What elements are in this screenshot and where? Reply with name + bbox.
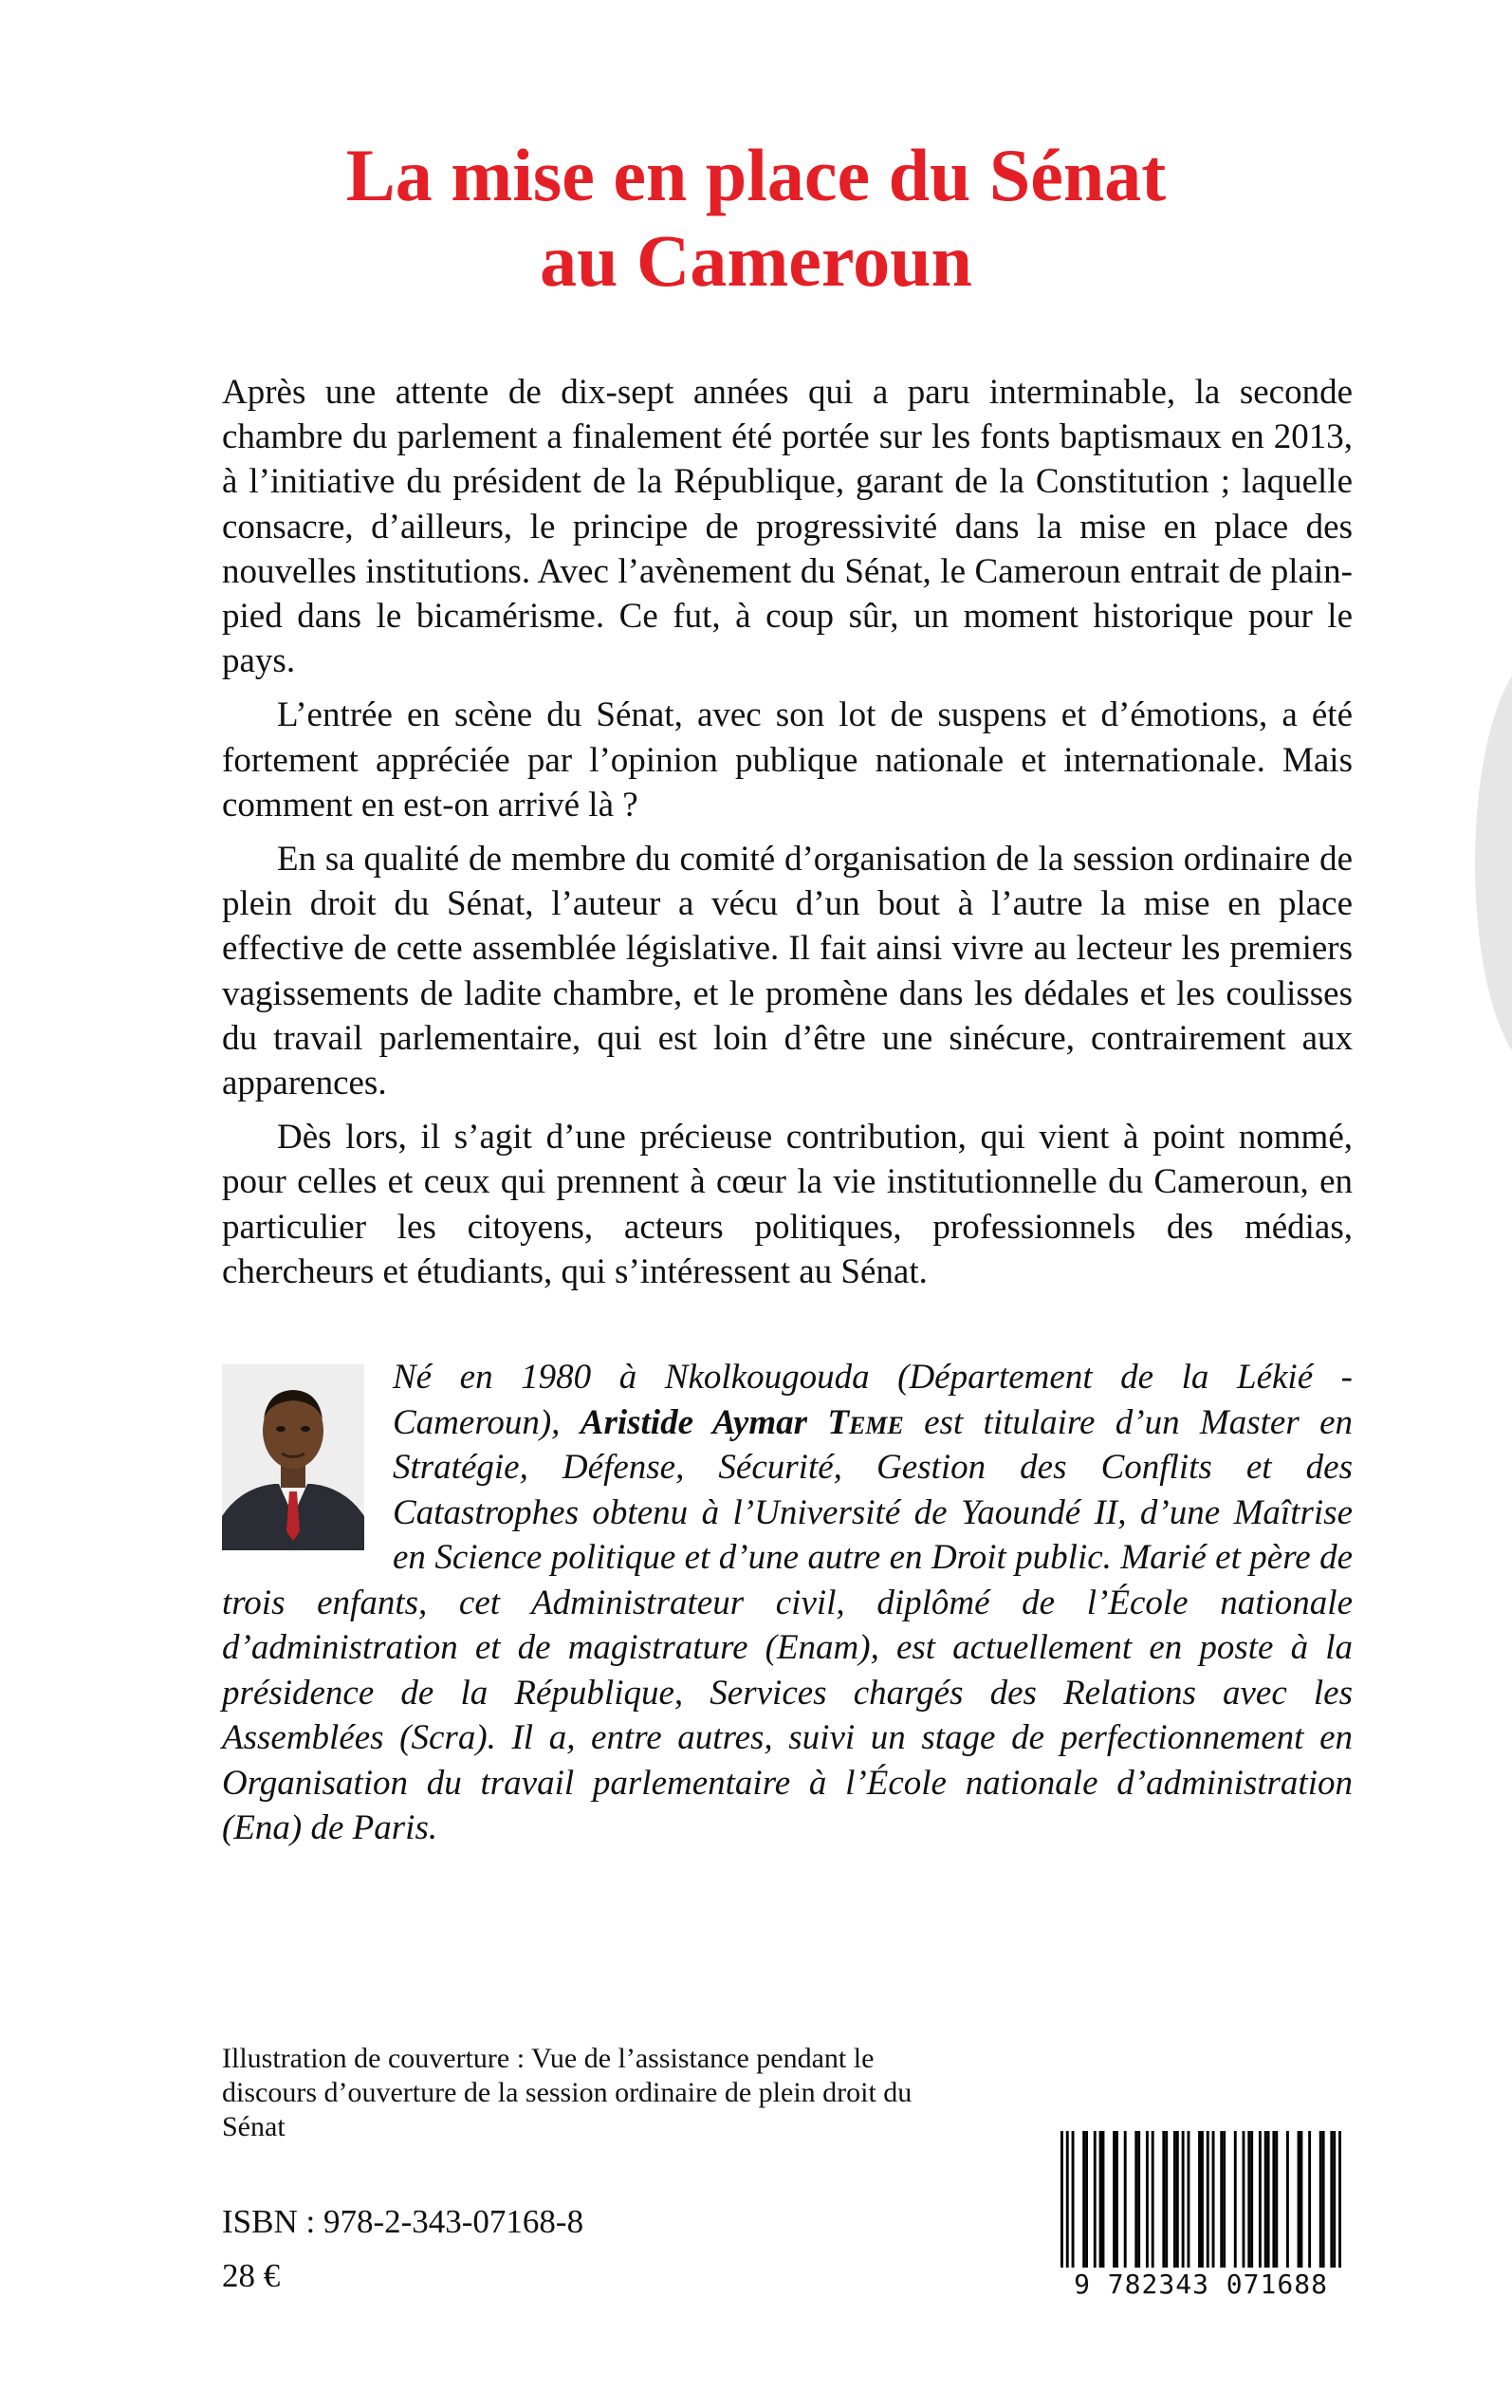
book-title	[0, 133, 1512, 304]
barcode-bar	[1124, 2131, 1127, 2268]
barcode-bar	[1267, 2131, 1270, 2268]
author-photo	[222, 1364, 364, 1550]
barcode-bar	[1300, 2131, 1302, 2268]
author-bio-intro: Né en 1980 à Nkolkougouda (Département de la Lékié - Cameroun),	[393, 1358, 1353, 1442]
barcode-bar	[1223, 2131, 1226, 2268]
author-bio	[222, 1355, 1353, 1851]
barcode-bar	[1330, 2131, 1333, 2268]
barcode-bar	[1298, 2131, 1300, 2268]
barcode-bar	[1234, 2131, 1237, 2268]
book-title-line-1: La mise en place du Sénat	[345, 134, 1167, 216]
barcode-bar	[1308, 2131, 1311, 2268]
blurb-paragraph-3: En sa qualité de membre du comité d’organisation de la session ordinaire de plein droit du Sénat, l’auteur a vécu d’un bout à l’autre la mise en place effective de cette assemblée législative. Il fait ainsi vivre au lecteur les premiers vagissements de ladite chambre, et le promène dans les dédales et les coulisses du travail parlementaire, qui est loin d’être une sinécure, contrairement aux apparences.	[222, 840, 1353, 1103]
barcode-bar	[1082, 2131, 1085, 2268]
barcode-bar	[1259, 2131, 1262, 2268]
barcode-bar	[1094, 2131, 1097, 2268]
barcode-digits: 9 782343 071688	[1053, 2268, 1349, 2302]
barcode-bar	[1319, 2131, 1322, 2268]
barcode-bar	[1072, 2131, 1075, 2268]
barcode-bar	[1275, 2131, 1278, 2268]
barcode-bar	[1182, 2131, 1185, 2268]
price: 28 €	[222, 2257, 281, 2294]
barcode-bar	[1250, 2131, 1253, 2268]
blurb-paragraph-2: L’entrée en scène du Sénat, avec son lot de suspens et d’émotions, a été fortement appréciée par l’opinion publique nationale et internationale. Mais comment en est-on arrivé là ?	[222, 695, 1353, 824]
barcode-bar	[1176, 2131, 1179, 2268]
barcode-bar	[1243, 2131, 1245, 2268]
barcode-bar	[1220, 2131, 1223, 2268]
barcode-bar	[1272, 2131, 1275, 2268]
blurb-paragraph-4: Dès lors, il s’agit d’une précieuse contribution, qui vient à point nommé, pour celles et ceux qui prennent à cœur la vie institutionnelle du Cameroun, en particulier les citoyens, acteurs politiques, professionnels des médias, chercheurs et étudiants, qui s’intéressent au Sénat.	[222, 1118, 1353, 1291]
barcode-bar	[1187, 2131, 1189, 2268]
barcode-bar	[1085, 2131, 1088, 2268]
decorative-arc	[1475, 655, 1512, 1072]
barcode-bar	[1116, 2131, 1118, 2268]
barcode-bar	[1165, 2131, 1168, 2268]
barcode-bar	[1264, 2131, 1267, 2268]
author-surname: Teme	[827, 1402, 904, 1442]
barcode-bar	[1146, 2131, 1149, 2268]
barcode-bar	[1322, 2131, 1325, 2268]
barcode-bar	[1212, 2131, 1215, 2268]
barcode-bar	[1286, 2131, 1289, 2268]
barcode-bar	[1099, 2131, 1102, 2268]
barcode-bar	[1134, 2131, 1137, 2268]
barcode-bar	[1201, 2131, 1204, 2268]
author-portrait-image	[222, 1364, 364, 1550]
author-first-names: Aristide Aymar	[580, 1402, 808, 1442]
barcode-bar	[1102, 2131, 1105, 2268]
barcode-bar	[1207, 2131, 1209, 2268]
back-cover-blurb	[222, 370, 1353, 1304]
author-bio-details: est titulaire d’un Master en Stratégie, Défense, Sécurité, Gestion des Conflits et des Catastrophes obtenu à l’Université de Yaoundé II, d’une Maîtrise en Science politique et d’une autre en Droit public. Marié et père de trois enfants, cet Administrateur civil, diplômé de l’École nationale d’administration et de magistrature (Enam), est actuellement en poste à la présidence de la République, Services chargés des Relations avec les Assemblées (Scra). Il a, entre autres, suivi un stage de perfectionnement en Organisation du travail parlementaire à l’École nationale d’administration (Ena) de Paris.	[222, 1402, 1353, 1847]
barcode-bar	[1113, 2131, 1116, 2268]
cover-illustration-credit: Illustration de couverture : Vue de l’assistance pendant le discours d’ouverture de la session ordinaire de plein droit du Sénat	[222, 2043, 913, 2142]
barcode-bar	[1247, 2131, 1250, 2268]
blurb-paragraph-1: Après une attente de dix-sept années qui a paru interminable, la seconde chambre du parlement a finalement été portée sur les fonts baptismaux en 2013, à l’initiative du président de la République, garant de la Constitution ; laquelle consacre, d’ailleurs, le principe de progressivité dans la mise en place des nouvelles institutions. Avec l’avènement du Sénat, le Cameroun entrait de plain-pied dans le bicamérisme. Ce fut, à coup sûr, un moment historique pour le pays.	[222, 373, 1353, 681]
book-title-line-2: au Cameroun	[540, 219, 972, 302]
barcode-bar	[1198, 2131, 1201, 2268]
author-bio-text	[222, 1355, 1353, 1851]
barcode-bar	[1137, 2131, 1140, 2268]
barcode	[1053, 2125, 1349, 2306]
author-name	[581, 1403, 904, 1442]
barcode-bar	[1162, 2131, 1165, 2268]
barcode-bar	[1152, 2131, 1154, 2268]
isbn: ISBN : 978-2-343-07168-8	[222, 2203, 584, 2240]
barcode-bar	[1173, 2131, 1176, 2268]
